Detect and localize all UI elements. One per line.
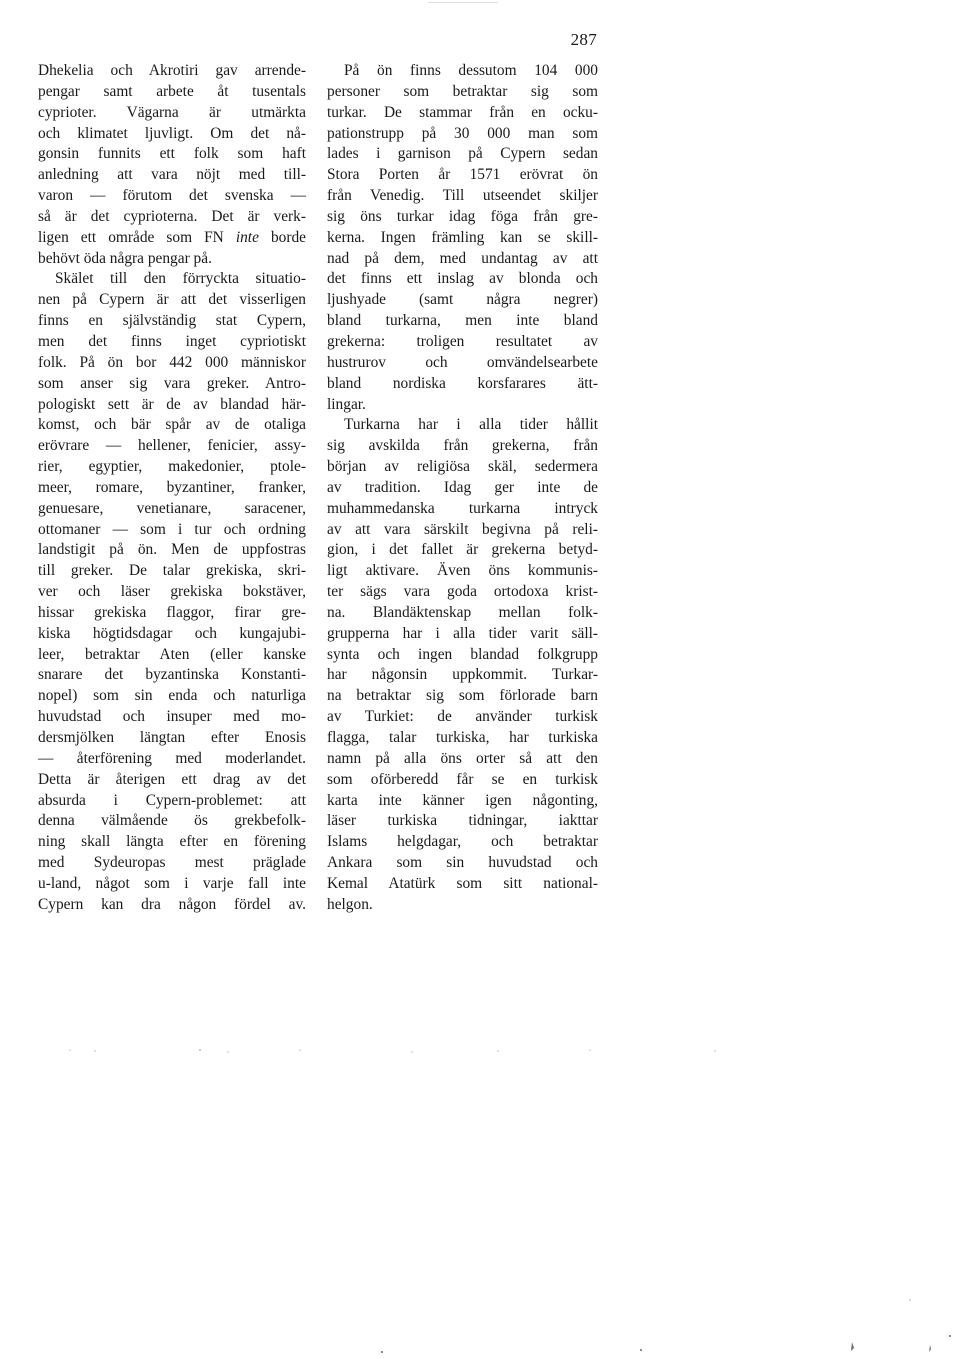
text-line: dersmjölken längtan efter Enosis: [38, 729, 306, 746]
text-line: som anser sig vara greker. Antro-: [38, 374, 306, 392]
right-text-column: [327, 61, 598, 916]
text-line: av tradition. Idag ger inte de: [327, 478, 598, 496]
text-line: pengar samt arbete åt tusentals: [38, 82, 306, 100]
text-line: leer, betraktar Aten (eller kanske: [38, 645, 306, 663]
page-number: 287: [570, 30, 597, 49]
paragraph-start-line: Skälet till den förryckta situatio-: [55, 270, 306, 288]
paragraph-start-line: Turkarna har i alla tider hållit: [344, 416, 598, 434]
text-line: turkar. De stammar från en ocku-: [327, 103, 598, 121]
text-line: kiska högtidsdagar och kungajubi-: [38, 624, 306, 642]
text-segment: borde: [270, 228, 307, 246]
text-line: Islams helgdagar, och betraktar: [327, 833, 598, 851]
text-line: finns en självständig stat Cypern,: [38, 312, 306, 330]
text-line: pologiskt sett är de av blandad här-: [38, 395, 306, 413]
text-line: anledning att vara nöjt med till-: [38, 166, 306, 184]
text-line: sig avskilda från grekerna, från: [327, 437, 598, 455]
text-line: sig öns turkar idag föga från gre-: [327, 207, 598, 225]
text-line: ljushyade (samt några negrer): [327, 291, 598, 309]
text-line: muhammedanska turkarna intryck: [327, 499, 598, 517]
text-line: hissar grekiska flaggor, firar gre-: [38, 603, 306, 621]
text-segment: ligen ett område som FN: [38, 228, 224, 246]
emphasis-word: inte: [235, 228, 259, 246]
text-line: ver och läser grekiska bokstäver,: [38, 583, 306, 601]
paragraph-start-line: På ön finns dessutom 104 000: [344, 62, 598, 79]
text-line: namn på alla öns orter så att den: [327, 749, 598, 767]
text-line: varon — förutom det svenska —: [38, 187, 306, 205]
text-line: bland nordiska korsfarares ätt-: [327, 374, 598, 392]
text-line: landstigit på ön. Men de uppfostras: [38, 541, 306, 559]
text-line: folk. På ön bor 442 000 människor: [38, 353, 306, 371]
text-line: gion, i det fallet är grekerna betyd-: [327, 541, 598, 559]
text-line: cyprioter. Vägarna är utmärkta: [38, 103, 306, 121]
text-line: från Venedig. Till utseendet skiljer: [327, 187, 598, 205]
text-line: och klimatet ljuvligt. Om det nå-: [38, 124, 306, 142]
text-line: men det finns inget cypriotiskt: [38, 332, 306, 350]
text-line: kerna. Ingen främling kan se skill-: [327, 228, 598, 246]
text-line: hustrurov och omvändelsearbete: [327, 353, 598, 371]
text-line: nen på Cypern är att det visserligen: [38, 291, 306, 309]
text-line: ligt aktivare. Även öns kommunis-: [327, 562, 598, 580]
text-line: komst, och bär spår av de otaliga: [38, 416, 306, 434]
text-line: grupperna har i alla tider varit säll-: [327, 624, 598, 642]
text-line: na. Blandäktenskap mellan folk-: [327, 603, 598, 621]
text-line: gonsin funnits ett folk som haft: [38, 145, 306, 163]
text-line: na betraktar sig som förlorade barn: [327, 687, 598, 705]
paragraph-end-line: lingar.: [327, 395, 366, 413]
text-line: karta inte känner igen någonting,: [327, 791, 598, 809]
text-line: med Sydeuropas mest präglade: [38, 854, 306, 872]
text-line: — återförening med moderlandet.: [38, 749, 306, 767]
text-line: Detta är återigen ett drag av det: [38, 770, 306, 788]
text-line: personer som betraktar sig som: [327, 82, 598, 100]
text-line: flagga, talar turkiska, har turkiska: [327, 729, 598, 746]
text-line: pationstrupp på 30 000 man som: [327, 124, 598, 142]
text-line: huvudstad och insuper med mo-: [38, 708, 306, 726]
text-line: till greker. De talar grekiska, skri-: [38, 562, 306, 580]
text-line: läser turkiska tidningar, iakttar: [327, 812, 598, 830]
text-line: synta och ingen blandad folkgrupp: [327, 645, 598, 663]
text-line: ottomaner — som i tur och ordning: [38, 520, 306, 538]
text-line: nad på dem, med undantag av att: [327, 249, 598, 267]
text-line: har någonsin uppkommit. Turkar-: [327, 666, 598, 684]
paragraph-end-line: helgon.: [327, 895, 373, 913]
text-line: bland turkarna, men inte bland: [327, 312, 598, 330]
text-line: absurda i Cypern-problemet: att: [38, 791, 306, 809]
text-line: genuesare, venetianare, saracener,: [38, 499, 306, 517]
text-line: så är det cyprioterna. Det är verk-: [38, 207, 306, 225]
text-line: av Turkiet: de använder turkisk: [327, 708, 598, 726]
text-line: grekerna: troligen resultatet av: [327, 332, 598, 350]
left-text-column: [38, 61, 306, 916]
text-line: det finns ett inslag av blonda och: [327, 270, 598, 288]
text-line: u-land, något som i varje fall inte: [38, 874, 306, 892]
text-line: nopel) som sin enda och naturliga: [38, 687, 306, 705]
text-line: lades i garnison på Cypern sedan: [327, 145, 598, 163]
text-line: Kemal Atatürk som sitt national-: [327, 874, 598, 892]
text-line: ter sägs vara goda ortodoxa krist-: [327, 583, 598, 601]
text-line: denna välmående ös grekbefolk-: [38, 812, 306, 830]
text-line: rier, egyptier, makedonier, ptole-: [38, 458, 306, 476]
text-line-with-emphasis: [38, 228, 306, 249]
text-line: som oförberedd får se en turkisk: [327, 770, 598, 788]
text-line: erövrare — hellener, fenicier, assy-: [38, 437, 306, 455]
text-line: ning skall längta efter en förening: [38, 833, 306, 851]
text-line: Stora Porten år 1571 erövrat ön: [327, 166, 598, 184]
text-line: Ankara som sin huvudstad och: [327, 854, 598, 872]
text-line: av att vara särskilt begivna på reli-: [327, 520, 598, 538]
paragraph-end-line: behövt öda några pengar på.: [38, 249, 212, 267]
text-line: snarare det byzantinska Konstanti-: [38, 666, 306, 684]
text-line: Cypern kan dra någon fördel av.: [38, 895, 306, 913]
text-line: Dhekelia och Akrotiri gav arrende-: [38, 62, 306, 79]
text-line: början av religiösa skäl, sedermera: [327, 458, 598, 476]
text-line: meer, romare, byzantiner, franker,: [38, 478, 306, 496]
